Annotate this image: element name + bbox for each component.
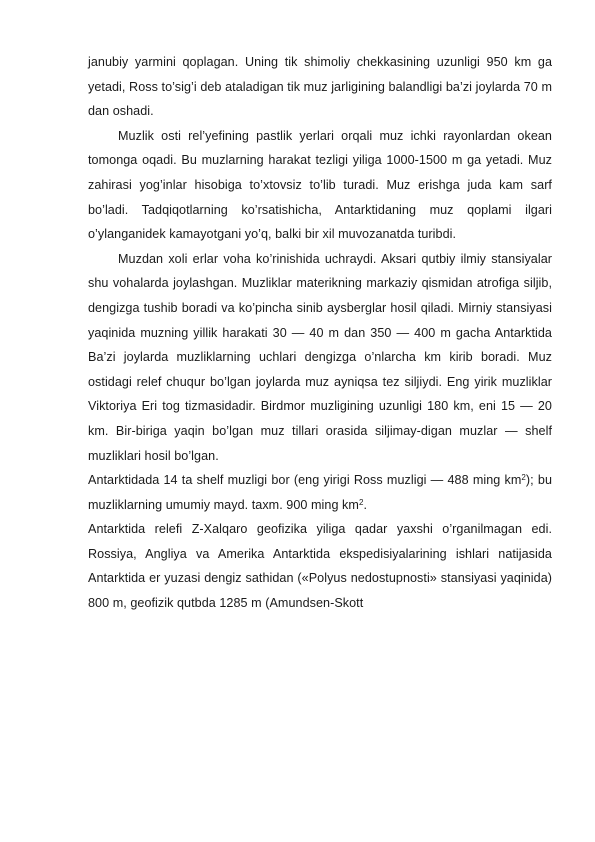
paragraph-2: Muzlik osti rel’yefining pastlik yerlari orqali muz ichki rayonlardan okean tomonga oqadi. Bu muzlarning harakat tezligi yiliga 1000-1500 m ga yetadi. Muz zahirasi yog’inlar hisobiga to’xtovsiz to’lib turadi. Muz erishga juda kam sarf bo’ladi. Tadqiqotlarning ko’rsatishicha, Antarktidaning muz qoplami ilgari o’ylanganidek kamayotgani yo’q, balki bir xil muvozanatda turibdi. [88,128,552,242]
body-text [88,50,552,616]
paragraph-5: Antarktida relefi Z-Xalqaro geofizika yiliga qadar yaxshi o’rganilmagan edi. Rossiya, Angliya va Amerika Antarktida ekspedisiyalarining ishlari natijasida Antarktida er yuzasi dengiz sathidan («Polyus nedostupnosti» stansiyasi yaqinida) 800 m, geofizik qutbda 1285 m (Amundsen-Skott [88,522,552,611]
superscript-2: 2 [521,473,526,483]
paragraph-4-text-c: . [363,497,368,512]
paragraph-3: Muzdan xoli erlar voha ko’rinishida uchraydi. Aksari qutbiy ilmiy stansiyalar shu vohalarda joylashgan. Muzliklar materikning markaziy qismidan atrofiga siljib, dengizga tushib boradi va ko’pincha sinib aysberglar hosil qiladi. Mirniy stansiyasi yaqinida muzning yillik harakati 30 — 40 m dan 350 — 400 m gacha Antarktida Ba’zi joylarda muzliklarning uchlari dengizga o’nlarcha km kirib boradi. Muz ostidagi relef chuqur bo’lgan joylarda muz ayniqsa tez siljiydi. Eng yirik muzliklar Viktoriya Eri tog tizmasidadir. Birdmor muzligining uzunligi 180 km, eni 15 — 20 km. Bir-biriga yaqin bo’lgan muz tillari orasida siljimay-digan muzlar — shelf muzliklari hosil bo’lgan. [88,251,552,463]
paragraph-4-text-b: ); bu muzliklarning umumiy mayd. taxm. 900 ming km [88,473,552,512]
superscript-2: 2 [358,497,364,507]
paragraph-4-text-a: Antarktidada 14 ta shelf muzligi bor (eng yirigi Ross muzligi — 488 ming km [88,473,522,488]
paragraph-1: janubiy yarmini qoplagan. Uning tik shimoliy chekkasining uzunligi 950 km ga yetadi, Ross to’sig’i deb ataladigan tik muz jarligining balandligi ba’zi joylarda 70 m dan oshadi. [88,55,552,119]
paragraph-4 [88,468,552,517]
